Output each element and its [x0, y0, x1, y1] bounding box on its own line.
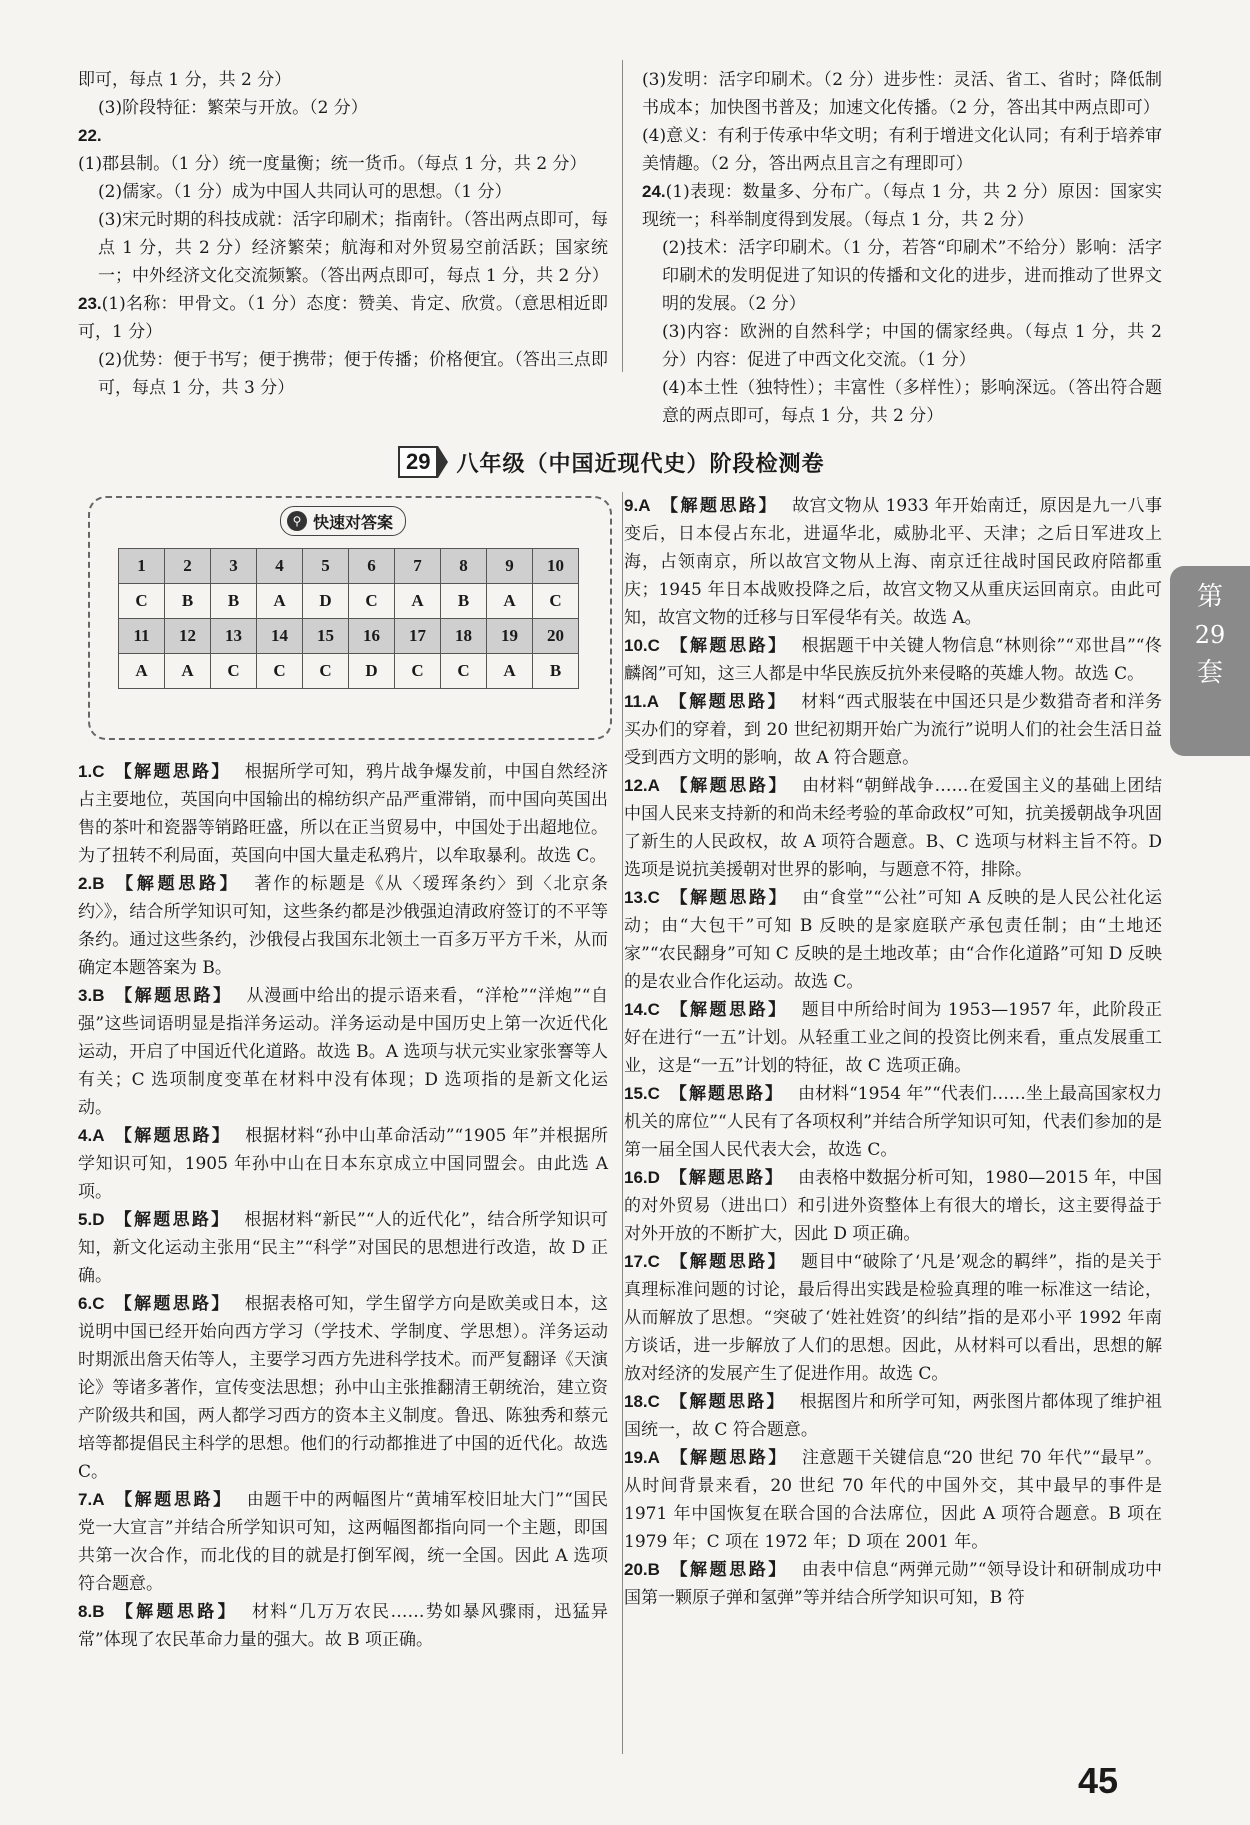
- solution-tag: 【解题思路】: [669, 1448, 788, 1468]
- solution-text: 根据题干中关键人物信息“林则徐”“邓世昌”“佟麟阁”可知，这三人都是中华民族反抗外来侵略的英雄人物。故选 C。: [624, 636, 1162, 684]
- solution-text: 著作的标题是《从〈瑷珲条约〉到〈北京条约〉》，结合所学知识可知，这些条约都是沙俄强迫清政府签订的不平等条约。通过这些条约，沙俄侵占我国东北领土一百多万平方千米，从而确定本题答案为 B。: [78, 874, 609, 978]
- question-number: 11.: [624, 692, 647, 711]
- answer-text: (2)优势：便于书写；便于携带；便于传播；价格便宜。（答出三点即可，每点 1 分，共 3 分）: [98, 350, 608, 398]
- question-number: 6.: [78, 1294, 93, 1313]
- bottom-right-column: [624, 492, 1162, 1612]
- magnifier-icon: ⚲: [287, 511, 307, 531]
- answer-paragraph: [642, 234, 1162, 318]
- solution-text: 根据材料“孙中山革命活动”“1905 年”并根据所学知识可知，1905 年孙中山在日本东京成立中国同盟会。由此选 A 项。: [78, 1126, 608, 1202]
- solution-item: [78, 1290, 608, 1486]
- question-number-cell: 19: [487, 619, 533, 654]
- question-number-cell: 20: [533, 619, 579, 654]
- answer-cell: C: [395, 654, 441, 689]
- solution-text: 根据图片和所学可知，两张图片都体现了维护祖国统一，故 C 符合题意。: [624, 1392, 1163, 1440]
- section-header: [398, 444, 825, 480]
- question-number-row: [119, 619, 579, 654]
- answer-text: (3)内容：欧洲的自然科学；中国的儒家经典。（每点 1 分，共 2 分）内容：促进了中西文化交流。（1 分）: [662, 322, 1162, 370]
- side-tab-number: 29: [1194, 621, 1226, 649]
- question-number: 18.: [624, 1392, 648, 1411]
- question-number-cell: 3: [211, 549, 257, 584]
- answer-cell: C: [211, 654, 257, 689]
- question-number: 12.: [624, 776, 648, 795]
- side-tab-line1: 第: [1196, 582, 1223, 612]
- solution-text: 题目中所给时间为 1953—1957 年，此阶段正好在进行“一五”计划。从轻重工业之间的投资比例来看，重点发展重工业，这是“一五”计划的特征，故 C 选项正确。: [624, 1000, 1162, 1076]
- question-number-cell: 9: [487, 549, 533, 584]
- question-number-cell: 18: [441, 619, 487, 654]
- answer-cell: D: [349, 654, 395, 689]
- solution-tag: 【解题思路】: [668, 692, 788, 712]
- answer-text: (1)表现：数量多、分布广。（每点 1 分，共 2 分）原因：国家实现统一；科举制度得到发展。（每点 1 分，共 2 分）: [642, 182, 1162, 230]
- answer-cell: D: [303, 584, 349, 619]
- answer-cell: C: [441, 654, 487, 689]
- quick-answer-header: [280, 506, 406, 536]
- solution-tag: 【解题思路】: [114, 762, 231, 782]
- question-number: 4.: [78, 1126, 93, 1145]
- question-number-cell: 4: [257, 549, 303, 584]
- answer-paragraph: [78, 66, 608, 94]
- solution-item: [624, 1080, 1162, 1164]
- question-number: 9.: [624, 496, 639, 515]
- answer-text: (3)阶段特征：繁荣与开放。（2 分）: [98, 98, 368, 118]
- question-number-cell: 15: [303, 619, 349, 654]
- solution-text: 注意题干关键信息“20 世纪 70 年代”“最早”。从时间背景来看，20 世纪 70 年代的中国外交，其中最早的事件是 1971 年中国恢复在联合国的合法席位，因此 A 项符合题意。B 项在 1979 年；C 项在 1972 年；D 项在 2001 年。: [624, 1448, 1162, 1552]
- solution-tag: 【解题思路】: [114, 1490, 233, 1510]
- quick-answer-box: [88, 496, 612, 740]
- question-number-row: [119, 549, 579, 584]
- answer-paragraph: [78, 290, 608, 346]
- answer-letter: A: [638, 496, 651, 515]
- solution-text: 由题干中的两幅图片“黄埔军校旧址大门”“国民党一大宣言”并结合所学知识可知，这两幅图都指向同一个主题，即国共第一次合作，而北伐的目的就是打倒军阀，统一全国。因此 A 选项符合题意。: [78, 1490, 608, 1594]
- answer-cell: A: [165, 654, 211, 689]
- answer-letter: A: [92, 1490, 105, 1509]
- solution-text: 根据材料“新民”“人的近代化”，结合所学知识可知，新文化运动主张用“民主”“科学”对国民的思想进行改造，故 D 正确。: [78, 1210, 609, 1286]
- answer-letter: C: [647, 1392, 660, 1411]
- answer-paragraph: [642, 318, 1162, 374]
- question-number-cell: 1: [119, 549, 165, 584]
- solution-text: 题目中“破除了‘凡是’观念的羁绊”，指的是关于真理标准问题的讨论，最后得出实践是检验真理的唯一标准这一结论，从而解放了思想。“突破了‘姓社姓资’的纠结”指的是邓小平 1992 年南方谈话，进一步解放了人们的思想。因此，从材料可以看出，思想的解放对经济的发展产生了促进作用。故选 C。: [624, 1252, 1162, 1384]
- solution-text: 由表中信息“两弹元勋”“领导设计和研制成功中国第一颗原子弹和氢弹”等并结合所学知识可知，B 符: [624, 1560, 1162, 1608]
- question-number-cell: 6: [349, 549, 395, 584]
- question-number: 16.: [624, 1168, 648, 1187]
- question-number: 8.: [78, 1602, 93, 1621]
- question-number-cell: 8: [441, 549, 487, 584]
- column-divider-bottom: [622, 492, 623, 1754]
- answer-cell: C: [303, 654, 349, 689]
- answer-paragraph: [642, 374, 1162, 430]
- question-number-cell: 11: [119, 619, 165, 654]
- section-number: 29: [398, 446, 438, 478]
- question-number: 24.: [642, 182, 666, 201]
- top-right-column: [642, 66, 1162, 430]
- answer-letter: C: [92, 1294, 105, 1313]
- question-number: 1.: [78, 762, 93, 781]
- answer-letter: A: [92, 1126, 105, 1145]
- question-number: 7.: [78, 1490, 93, 1509]
- answer-cell: A: [395, 584, 441, 619]
- answer-letter: C: [647, 1252, 660, 1271]
- solution-item: [624, 772, 1162, 884]
- answer-cell: A: [487, 654, 533, 689]
- question-number-cell: 12: [165, 619, 211, 654]
- solution-item: [624, 1248, 1162, 1388]
- answer-cell: C: [119, 584, 165, 619]
- answer-text: 即可，每点 1 分，共 2 分）: [78, 70, 292, 90]
- question-number-cell: 13: [211, 619, 257, 654]
- solution-tag: 【解题思路】: [114, 1126, 232, 1146]
- page-number: 45: [1078, 1760, 1119, 1801]
- question-number: 14.: [624, 1000, 648, 1019]
- solution-tag: 【解题思路】: [114, 986, 233, 1006]
- top-left-column: [78, 66, 608, 402]
- answer-text: (2)技术：活字印刷术。（1 分，若答“印刷术”不给分）影响：活字印刷术的发明促进了知识的传播和文化的进步，进而推动了世界文明的发展。（2 分）: [662, 238, 1162, 314]
- solution-text: 由材料“朝鲜战争……在爱国主义的基础上团结中国人民来支持新的和尚未经考验的革命政权”可知，抗美援朝战争巩固了新生的人民政权，故 A 项符合题意。B、C 选项与材料主旨不符。D 选项是说抗美援朝对世界的影响，与题意不符，排除。: [624, 776, 1162, 880]
- solution-tag: 【解题思路】: [669, 1000, 788, 1020]
- solution-text: 材料“西式服装在中国还只是少数猎奇者和洋务买办们的穿着，到 20 世纪初期开始广为流行”说明人们的社会生活日益受到西方文明的影响，故 A 符合题意。: [624, 692, 1162, 768]
- answer-paragraph: [78, 206, 608, 290]
- solution-item: [624, 492, 1162, 632]
- solution-text: 根据所学可知，鸦片战争爆发前，中国自然经济占主要地位，英国向中国输出的棉纺织产品严重滞销，而中国向英国出售的茶叶和瓷器等销路旺盛，所以在正当贸易中，中国处于出超地位。为了扭转不利局面，英国向中国大量走私鸦片，以牟取暴利。故选 C。: [78, 762, 609, 866]
- answer-letter: C: [92, 762, 105, 781]
- answer-cell: A: [257, 584, 303, 619]
- side-tab-line3: 套: [1196, 658, 1223, 688]
- solution-text: 材料“几万万农民……势如暴风骤雨，迅猛异常”体现了农民革命力量的强大。故 B 项正确。: [78, 1602, 608, 1650]
- answer-letter: C: [647, 1084, 660, 1103]
- answer-letter: B: [647, 1560, 660, 1579]
- quick-answer-title: 快速对答案: [313, 512, 394, 532]
- answer-cell: A: [487, 584, 533, 619]
- solution-tag: 【解题思路】: [669, 1252, 788, 1272]
- solution-item: [78, 1486, 608, 1598]
- answer-cell: A: [119, 654, 165, 689]
- solution-item: [78, 1206, 608, 1290]
- answer-letter: C: [647, 888, 660, 907]
- solution-text: 故宫文物从 1933 年开始南迁，原因是九一八事变后，日本侵占东北，进逼华北，威胁北平、天津；之后日军进攻上海，占领南京，所以故宫文物从上海、南京迁往战时国民政府陪都重庆；1945 年日本战败投降之后，故宫文物又从重庆运回南京。由此可知，故宫文物的迁移与日军侵华有关。故选 A。: [624, 496, 1162, 628]
- section-arrow-icon: [438, 446, 448, 478]
- solution-tag: 【解题思路】: [669, 888, 789, 908]
- question-number-cell: 10: [533, 549, 579, 584]
- answer-text: (3)发明：活字印刷术。（2 分）进步性：灵活、省工、省时；降低制书成本；加快图书普及；加速文化传播。（2 分，答出其中两点即可）: [642, 70, 1162, 118]
- answer-text: (4)本土性（独特性）；丰富性（多样性）；影响深远。（答出符合题意的两点即可，每点 1 分，共 2 分）: [662, 378, 1162, 426]
- solution-item: [624, 1164, 1162, 1248]
- solution-item: [78, 982, 608, 1122]
- answer-letter: D: [92, 1210, 105, 1229]
- answer-paragraph: [642, 178, 1162, 234]
- answer-cell: B: [211, 584, 257, 619]
- answer-paragraph: [642, 122, 1162, 178]
- solution-tag: 【解题思路】: [114, 1294, 231, 1314]
- answer-text: (1)郡县制。（1 分）统一度量衡；统一货币。（每点 1 分，共 2 分）: [78, 154, 587, 174]
- solution-text: 根据表格可知，学生留学方向是欧美或日本，这说明中国已经开始向西方学习（学技术、学制度、学思想）。洋务运动时期派出詹天佑等人，主要学习西方先进科学技术。而严复翻译《天演论》等诸多著作，宣传变法思想；孙中山主张推翻清王朝统治，建立资产阶级共和国，两人都学习西方的资本主义制度。鲁迅、陈独秀和蔡元培等都提倡民主科学的思想。他们的行动都推进了中国的近代化。故选 C。: [78, 1294, 609, 1482]
- question-number: 15.: [624, 1084, 648, 1103]
- solution-text: 由材料“1954 年”“代表们……坐上最高国家权力机关的席位”“人民有了各项权利”并结合所学知识可知，代表们参加的是第一届全国人民代表大会，故选 C。: [624, 1084, 1163, 1160]
- question-number-cell: 14: [257, 619, 303, 654]
- solution-text: 由“食堂”“公社”可知 A 反映的是人民公社化运动；由“大包干”可知 B 反映的是家庭联产承包责任制；由“土地还家”“农民翻身”可知 C 反映的是土地改革；由“合作化道路”可知 D 反映的是农业合作化运动。故选 C。: [624, 888, 1162, 992]
- solution-item: [78, 870, 608, 982]
- answer-cell: B: [441, 584, 487, 619]
- solution-item: [624, 884, 1162, 996]
- question-number: 23.: [78, 294, 102, 313]
- solution-item: [624, 1388, 1162, 1444]
- bottom-left-column: [78, 758, 608, 1654]
- solution-tag: 【解题思路】: [669, 1084, 785, 1104]
- answer-text: (3)宋元时期的科技成就：活字印刷术；指南针。（答出两点即可，每点 1 分，共 2 分）经济繁荣；航海和对外贸易空前活跃；国家统一；中外经济文化交流频繁。（答出两点即可，每点 1 分，共 2 分）: [98, 210, 609, 286]
- solution-tag: 【解题思路】: [114, 1602, 238, 1622]
- question-number: 2.: [78, 874, 93, 893]
- solution-tag: 【解题思路】: [669, 1168, 784, 1188]
- solution-item: [624, 1444, 1162, 1556]
- answer-text: (4)意义：有利于传承中华文明；有利于增进文化认同；有利于培养审美情趣。（2 分，答出两点且言之有理即可）: [642, 126, 1162, 174]
- solution-text: 由表格中数据分析可知，1980—2015 年，中国的对外贸易（进出口）和引进外资整体上有很大的增长，这主要得益于对外开放的不断扩大，因此 D 项正确。: [624, 1168, 1162, 1244]
- solution-item: [624, 688, 1162, 772]
- question-number-cell: 16: [349, 619, 395, 654]
- answer-paragraph: [78, 122, 608, 178]
- solution-item: [624, 632, 1162, 688]
- answer-table: [118, 548, 579, 689]
- solution-item: [624, 996, 1162, 1080]
- question-number-cell: 7: [395, 549, 441, 584]
- answer-text: (1)名称：甲骨文。（1 分）态度：赞美、肯定、欣赏。（意思相近即可，1 分）: [78, 294, 608, 342]
- answer-text: (2)儒家。（1 分）成为中国人共同认可的思想。（1 分）: [98, 182, 512, 202]
- solution-tag: 【解题思路】: [669, 1392, 786, 1412]
- question-number-cell: 5: [303, 549, 349, 584]
- answer-row: [119, 584, 579, 619]
- answer-letter: C: [647, 1000, 660, 1019]
- column-divider-top: [622, 60, 623, 372]
- question-number: 3.: [78, 986, 93, 1005]
- question-number: 5.: [78, 1210, 93, 1229]
- answer-letter: B: [92, 1602, 105, 1621]
- question-number: 19.: [624, 1448, 648, 1467]
- solution-tag: 【解题思路】: [669, 776, 789, 796]
- solution-tag: 【解题思路】: [114, 874, 241, 894]
- answer-cell: B: [533, 654, 579, 689]
- answer-cell: C: [349, 584, 395, 619]
- answer-paragraph: [78, 94, 608, 122]
- question-number: 17.: [624, 1252, 648, 1271]
- solution-item: [78, 1598, 608, 1654]
- answer-paragraph: [642, 66, 1162, 122]
- question-number-cell: 2: [165, 549, 211, 584]
- question-number: 13.: [624, 888, 648, 907]
- solution-tag: 【解题思路】: [660, 496, 779, 516]
- solution-tag: 【解题思路】: [669, 1560, 788, 1580]
- answer-letter: A: [647, 776, 660, 795]
- answer-cell: C: [257, 654, 303, 689]
- solution-tag: 【解题思路】: [114, 1210, 231, 1230]
- answer-letter: D: [647, 1168, 660, 1187]
- answer-letter: B: [92, 874, 105, 893]
- question-number-cell: 17: [395, 619, 441, 654]
- chapter-side-tab: [1170, 566, 1250, 756]
- answer-paragraph: [78, 346, 608, 402]
- solution-item: [624, 1556, 1162, 1612]
- question-number: 22.: [78, 126, 102, 145]
- answer-letter: C: [647, 636, 660, 655]
- question-number: 20.: [624, 1560, 648, 1579]
- solution-tag: 【解题思路】: [669, 636, 788, 656]
- answer-letter: B: [92, 986, 105, 1005]
- solution-item: [78, 758, 608, 870]
- answer-letter: A: [646, 692, 659, 711]
- answer-cell: C: [533, 584, 579, 619]
- answer-row: [119, 654, 579, 689]
- answer-letter: A: [647, 1448, 660, 1467]
- solution-text: 从漫画中给出的提示语来看，“洋枪”“洋炮”“自强”这些词语明显是指洋务运动。洋务运动是中国历史上第一次近代化运动，开启了中国近代化道路。故选 B。A 选项与状元实业家张謇等人有关；C 选项制度变革在材料中没有体现；D 选项指的是新文化运动。: [78, 986, 608, 1118]
- section-title: 八年级（中国近现代史）阶段检测卷: [456, 451, 825, 477]
- question-number: 10.: [624, 636, 648, 655]
- solution-item: [78, 1122, 608, 1206]
- answer-paragraph: [78, 178, 608, 206]
- answer-cell: B: [165, 584, 211, 619]
